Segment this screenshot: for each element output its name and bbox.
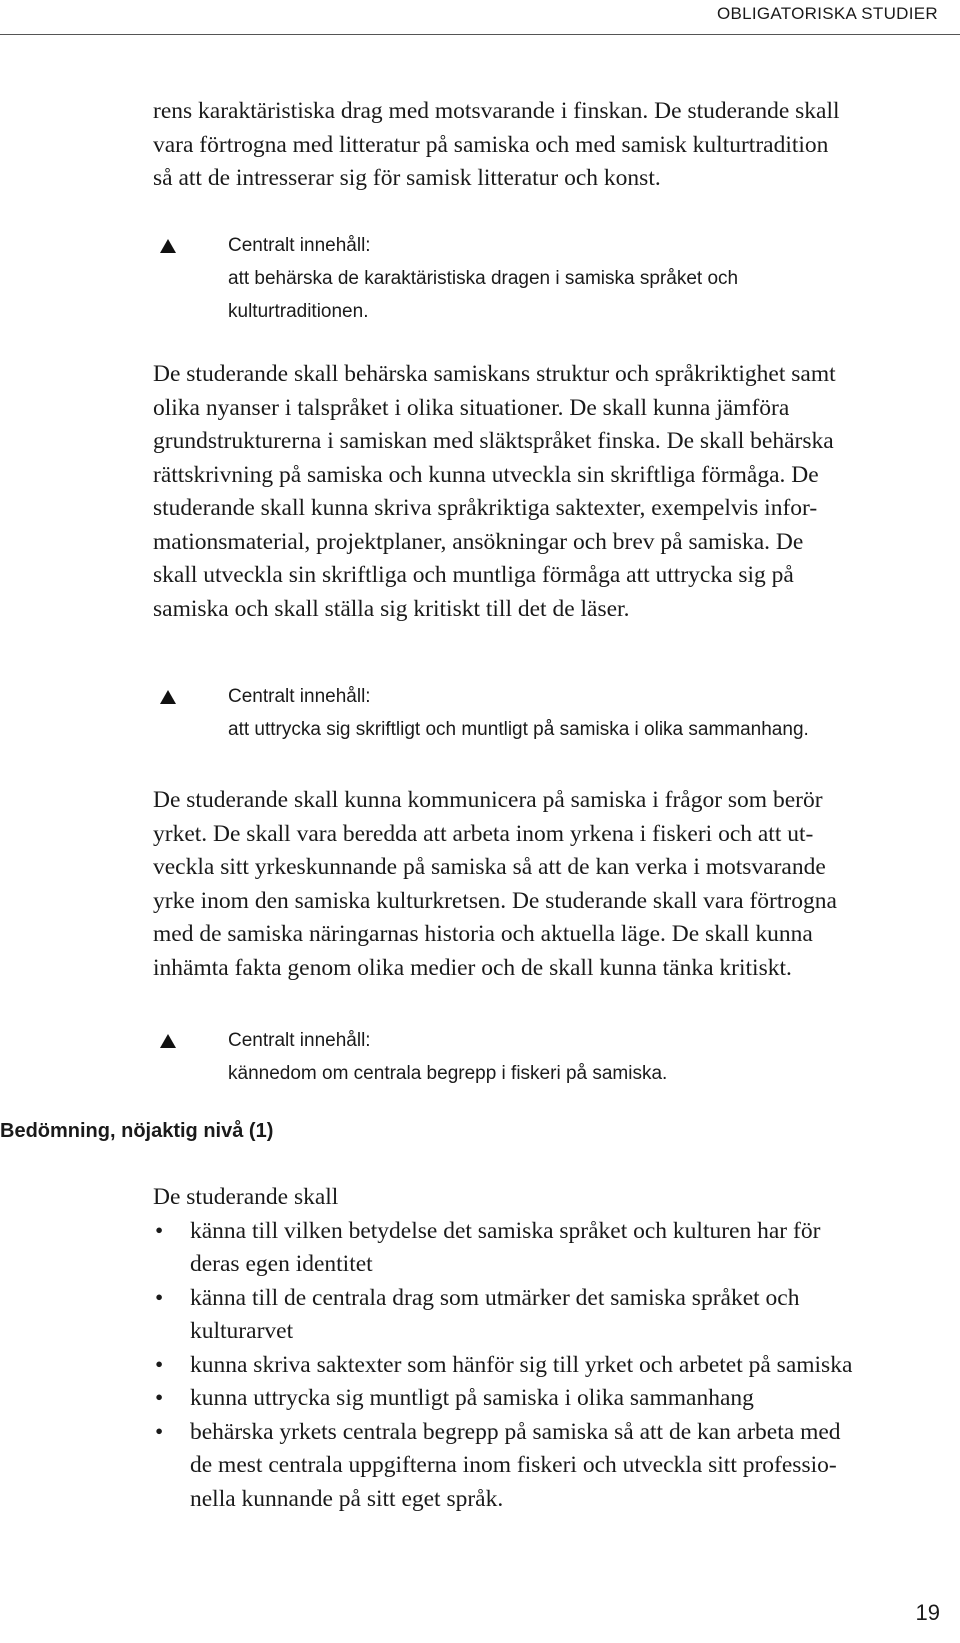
list-item-line: de mest centrala uppgifterna inom fiskeri och utveckla sitt professio- (190, 1452, 837, 1478)
paragraph-line: rens karaktäristiska drag med motsvarande i finskan. De studerande skall (153, 98, 840, 124)
central-content-line: kulturtraditionen. (228, 301, 369, 322)
central-content-label: Centralt innehåll: (228, 686, 371, 707)
list-item-line: nella kunnande på sitt eget språk. (190, 1485, 504, 1512)
list-item-line: kulturarvet (190, 1318, 294, 1344)
central-content-line: kännedom om centrala begrepp i fiskeri på samiska. (228, 1063, 668, 1084)
assessment-heading: Bedömning, nöjaktig nivå (1) (0, 1120, 274, 1142)
triangle-bullet-icon (160, 690, 176, 704)
list-item (153, 1215, 958, 1282)
list-item-line: deras egen identitet (190, 1251, 373, 1277)
paragraph-line: yrke inom den samiska kulturkretsen. De studerande skall vara förtrogna (153, 887, 837, 914)
paragraph-line: samiska och skall ställa sig kritiskt till det de läser. (153, 595, 630, 622)
body-paragraph-3 (153, 784, 958, 985)
list-item (153, 1416, 958, 1517)
paragraph-line: De studerande skall behärska samiskans struktur och språkriktighet samt (153, 361, 836, 387)
central-content-label: Centralt innehåll: (228, 1030, 371, 1051)
body-paragraph-2 (153, 358, 958, 626)
criteria-list (153, 1215, 958, 1517)
central-content-text (228, 1057, 928, 1090)
criteria-intro: De studerande skall (153, 1184, 339, 1210)
triangle-bullet-icon (160, 1034, 176, 1048)
paragraph-line: med de samiska näringarnas historia och aktuella läge. De skall kunna (153, 921, 813, 947)
bullet-icon: • (155, 1217, 164, 1244)
paragraph-line: inhämta fakta genom olika medier och de skall kunna tänka kritiskt. (153, 954, 792, 981)
paragraph-line: rättskrivning på samiska och kunna utveckla sin skriftliga förmåga. De (153, 461, 819, 488)
list-item (153, 1382, 958, 1416)
central-content-text (228, 262, 928, 328)
bullet-icon: • (155, 1385, 164, 1411)
header-title: OBLIGATORISKA STUDIER (716, 4, 938, 23)
page-number: 19 (915, 1600, 940, 1625)
paragraph-line: grundstrukturerna i samiskan med släktspråket finska. De skall behärska (153, 428, 834, 454)
list-item-line: kunna skriva saktexter som hänför sig till yrket och arbetet på samiska (190, 1351, 853, 1378)
list-item (153, 1349, 958, 1383)
list-item-line: kunna uttrycka sig muntligt på samiska i olika sammanhang (190, 1385, 754, 1411)
paragraph-line: De studerande skall kunna kommunicera på samiska i frågor som berör (153, 787, 823, 813)
paragraph-line: studerande skall kunna skriva språkriktiga saktexter, exempelvis infor- (153, 495, 818, 521)
list-item-line: behärska yrkets centrala begrepp på samiska så att de kan arbeta med (190, 1418, 841, 1445)
bullet-icon: • (155, 1284, 164, 1311)
paragraph-line: mationsmaterial, projektplaner, ansökningar och brev på samiska. De (153, 528, 804, 555)
page-header (0, 0, 960, 35)
bullet-icon: • (155, 1351, 164, 1378)
assessment-criteria (153, 1181, 958, 1516)
triangle-bullet-icon (160, 239, 176, 253)
central-content-line: att behärska de karaktäristiska dragen i samiska språket och (228, 268, 739, 289)
list-item (153, 1282, 958, 1349)
paragraph-line: skall utveckla sin skriftliga och muntliga förmåga att uttrycka sig på (153, 562, 794, 588)
list-item-line: känna till vilken betydelse det samiska språket och kulturen har för (190, 1217, 821, 1244)
paragraph-line: vara förtrogna med litteratur på samiska och med samisk kulturtradition (153, 131, 829, 158)
body-paragraph-1 (153, 95, 958, 196)
paragraph-line: så att de intresserar sig för samisk litteratur och konst. (153, 165, 661, 191)
list-item-line: känna till de centrala drag som utmärker det samiska språket och (190, 1284, 800, 1311)
paragraph-line: olika nyanser i talspråket i olika situationer. De skall kunna jämföra (153, 394, 790, 421)
central-content-text (228, 713, 928, 746)
central-content-line: att uttrycka sig skriftligt och muntligt på samiska i olika sammanhang. (228, 719, 809, 740)
central-content-label: Centralt innehåll: (228, 235, 371, 256)
bullet-icon: • (155, 1418, 164, 1445)
paragraph-line: yrket. De skall vara beredda att arbeta inom yrkena i fiskeri och att ut- (153, 820, 814, 847)
paragraph-line: veckla sitt yrkeskunnande på samiska så att de kan verka i motsvarande (153, 854, 826, 880)
